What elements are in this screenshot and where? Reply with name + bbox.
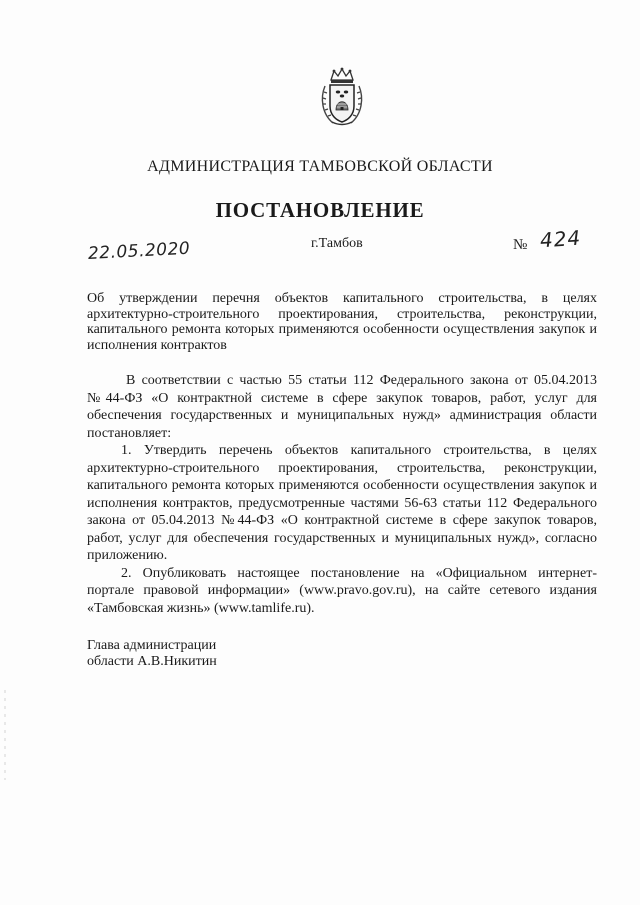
- organization-title: АДМИНИСТРАЦИЯ ТАМБОВСКОЙ ОБЛАСТИ: [147, 158, 493, 175]
- item-2-paragraph: 2. Опубликовать настоящее постановление на «Официальном интернет-портале правовой информации» (www.pravo.gov.ru), на сайте сетевого издания «Тамбовская жизнь» (www.tamlife.ru).: [87, 565, 597, 616]
- preamble-paragraph: В соответствии с частью 55 статьи 112 Федерального закона от 05.04.2013 №44-ФЗ «О контрактной системе в сфере закупок товаров, работ, услуг для обеспечения государственных и муниципальных нужд» администрация области постановляет:: [87, 373, 597, 441]
- signature-position: Глава администрации: [87, 638, 217, 653]
- number-label: №: [513, 237, 528, 253]
- handwritten-number: 424: [539, 225, 582, 253]
- document-type-title: ПОСТАНОВЛЕНИЕ: [215, 198, 425, 222]
- scan-margin-mark: [4, 690, 6, 780]
- document-body: [87, 372, 597, 617]
- document-subject: Об утверждении перечня объектов капитального строительства, в целях архитектурно-строительного проектирования, строительства, реконструкции, капитального ремонта которых применяются особенности осуществления закупок и исполнения контрактов: [87, 291, 597, 353]
- handwritten-date: 22.05.2020: [87, 238, 191, 264]
- city-label: г.Тамбов: [311, 236, 363, 251]
- item-1-paragraph: 1. Утвердить перечень объектов капитального строительства, в целях архитектурно-строительного проектирования, строительства, реконструкции, капитального ремонта которых применяются особенности осуществления закупок и исполнения контрактов, предусмотренные частями 56-63 статьи 112 Федерального закона от 05.04.2013 №44-ФЗ «О контрактной системе в сфере закупок товаров, работ, услуг для обеспечения государственных и муниципальных нужд», согласно приложению.: [87, 443, 597, 563]
- signature-block: [87, 638, 217, 670]
- coat-of-arms-icon: [319, 66, 365, 128]
- signature-name: области А.В.Никитин: [87, 654, 217, 669]
